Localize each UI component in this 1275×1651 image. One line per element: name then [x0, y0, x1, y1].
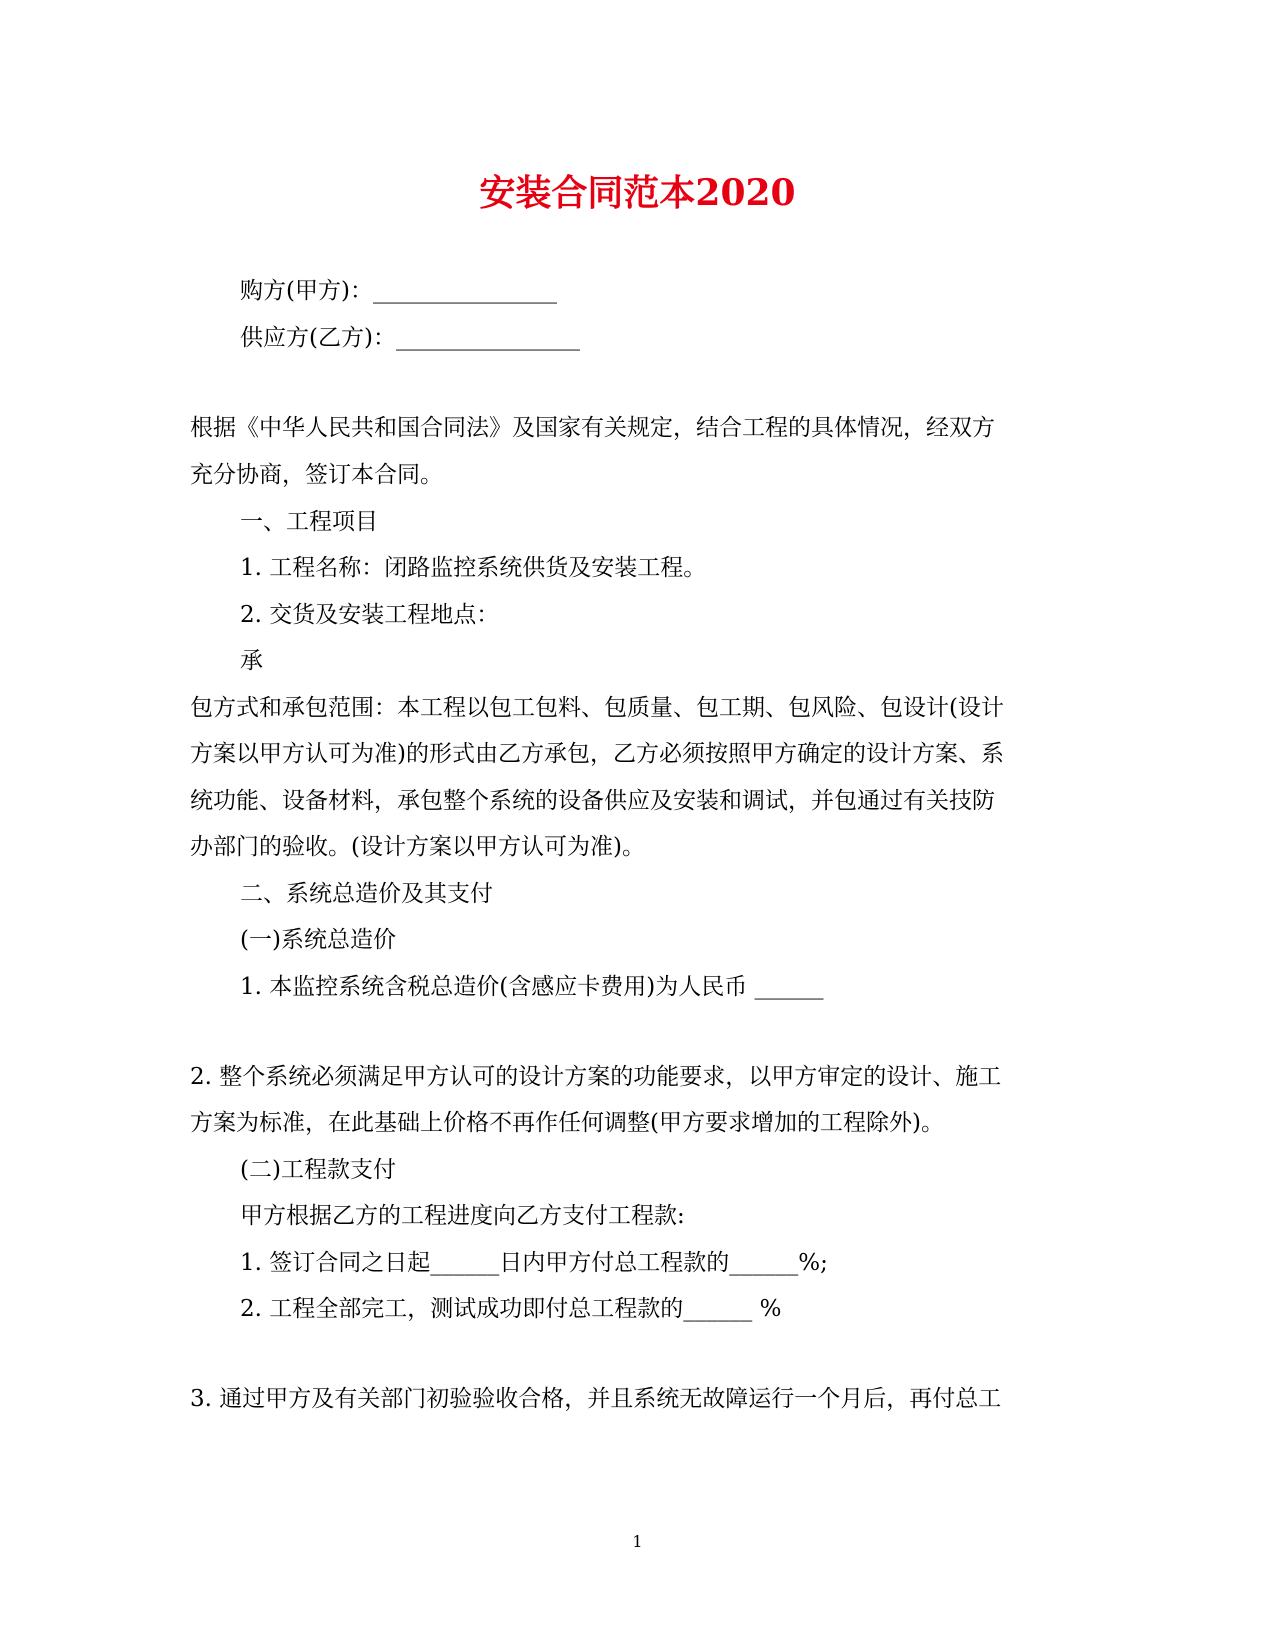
subsection-heading: (二)工程款支付	[240, 1157, 396, 1183]
page-number: 1	[632, 1532, 643, 1551]
buyer-line: 购方(甲方)：________________	[240, 278, 557, 304]
clause-line: 甲方根据乙方的工程进度向乙方支付工程款:	[240, 1203, 685, 1229]
clause-line: 1. 工程名称：闭路监控系统供货及安装工程。	[240, 555, 707, 581]
clause-line: 2. 工程全部完工，测试成功即付总工程款的______ %	[240, 1296, 782, 1322]
clause-fragment: 承	[240, 648, 263, 674]
paragraph-line: 方案以甲方认可为准)的形式由乙方承包，乙方必须按照甲方确定的设计方案、系	[190, 741, 1004, 767]
paragraph-line: 方案为标准，在此基础上价格不再作任何调整(甲方要求增加的工程除外)。	[190, 1110, 944, 1136]
clause-line: 1. 本监控系统含税总造价(含感应卡费用)为人民币 ______	[240, 974, 824, 1000]
paragraph-line: 3. 通过甲方及有关部门初验验收合格，并且系统无故障运行一个月后，再付总工	[190, 1386, 1002, 1412]
clause-line: 1. 签订合同之日起______日内甲方付总工程款的______%;	[240, 1250, 828, 1276]
supplier-line: 供应方(乙方)：________________	[240, 325, 580, 351]
clause-line: 2. 交货及安装工程地点：	[240, 602, 500, 628]
document-title: 安装合同范本2020	[479, 172, 796, 214]
preamble-line-2: 充分协商，签订本合同。	[190, 462, 443, 488]
preamble-line-1: 根据《中华人民共和国合同法》及国家有关规定，结合工程的具体情况，经双方	[190, 415, 995, 441]
section-heading: 二、系统总造价及其支付	[240, 881, 493, 907]
paragraph-line: 办部门的验收。(设计方案以甲方认可为准)。	[190, 834, 645, 860]
subsection-heading: (一)系统总造价	[240, 927, 396, 953]
paragraph-line: 包方式和承包范围：本工程以包工包料、包质量、包工期、包风险、包设计(设计	[190, 695, 1004, 721]
paragraph-line: 2. 整个系统必须满足甲方认可的设计方案的功能要求，以甲方审定的设计、施工	[190, 1064, 1002, 1090]
section-heading: 一、工程项目	[240, 509, 378, 535]
paragraph-line: 统功能、设备材料，承包整个系统的设备供应及安装和调试，并包通过有关技防	[190, 788, 995, 814]
